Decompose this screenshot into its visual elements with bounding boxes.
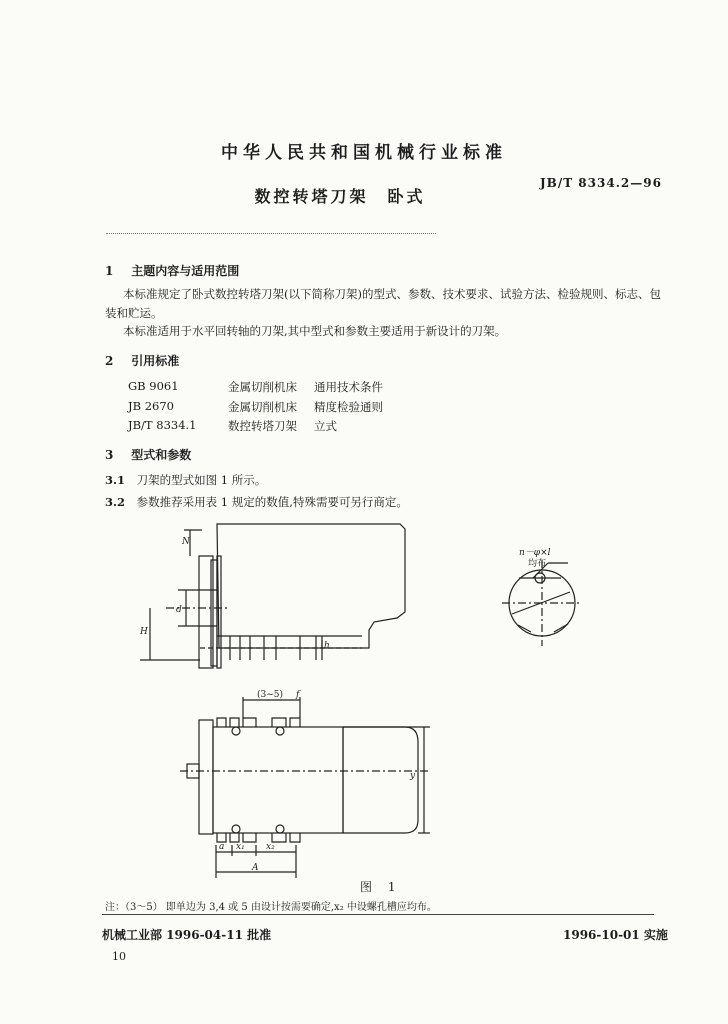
- page-number: 10: [112, 950, 126, 963]
- section-1-title: 主题内容与适用范围: [131, 264, 240, 278]
- approval-info: 机械工业部 1996-04-11 批准: [102, 928, 272, 942]
- section-2-number: 2: [105, 354, 114, 368]
- section-3-number: 3: [105, 448, 114, 462]
- clause-text: 参数推荐采用表 1 规定的数值,特殊需要可另行商定。: [136, 495, 408, 509]
- reference-name: 精度检验通则: [314, 400, 383, 414]
- clause-number: 3.1: [105, 473, 126, 487]
- side-view: [140, 524, 405, 668]
- dim-label-H: H: [140, 627, 148, 637]
- dim-label-x2: x₂: [266, 842, 275, 852]
- figure-note: 注：（3～5） 即单边为 3,4 或 5 由设计按需要确定,x₂ 中设螺孔槽应均布。: [105, 902, 437, 913]
- reference-code: GB 9061: [128, 379, 179, 393]
- reference-name: 通用技术条件: [314, 380, 383, 394]
- standard-header-title: 中华人民共和国机械行业标准: [221, 143, 507, 163]
- document-title: 数控转塔刀架 卧式: [254, 187, 426, 206]
- section-3-title: 型式和参数: [131, 448, 192, 462]
- dim-label-N: N: [182, 537, 190, 547]
- clause-number: 3.2: [105, 495, 126, 509]
- dim-label-slots: (3~5): [257, 690, 284, 700]
- reference-category: 金属切削机床: [228, 380, 297, 394]
- reference-category: 数控转塔刀架: [228, 419, 297, 433]
- dim-label-f: f: [296, 690, 300, 700]
- clause-text: 刀架的型式如图 1 所示。: [136, 473, 267, 487]
- figure-caption: 图 1: [360, 880, 402, 894]
- dim-label-d: d: [176, 605, 182, 615]
- section-2-title: 引用标准: [131, 354, 180, 368]
- dim-label-h: h: [324, 641, 330, 651]
- dim-label-y: y: [410, 771, 416, 781]
- reference-code: JB 2670: [128, 399, 174, 413]
- section-1-number: 1: [105, 264, 114, 278]
- hole-formula: n－φ×l: [519, 548, 551, 558]
- dim-label-a: a: [219, 842, 225, 852]
- reference-code: JB/T 8334.1: [128, 418, 197, 432]
- reference-category: 金属切削机床: [228, 400, 297, 414]
- section-1-paragraph-2: 本标准适用于水平回转轴的刀架,其中型式和参数主要适用于新设计的刀架。: [123, 324, 507, 338]
- dim-label-A: A: [252, 863, 259, 873]
- dim-label-x1: x₁: [236, 842, 245, 852]
- standard-code: JB/T 8334.2—96: [540, 176, 662, 190]
- bolt-circle-view: [502, 560, 582, 646]
- implementation-date: 1996-10-01 实施: [563, 928, 668, 942]
- reference-name: 立式: [314, 419, 337, 433]
- top-view: [180, 697, 430, 878]
- hole-distribution-label: 均布: [528, 559, 547, 569]
- footer-divider: [102, 914, 654, 915]
- section-1-paragraph-1: 本标准规定了卧式数控转塔刀架(以下简称刀架)的型式、参数、技术要求、试验方法、检验规则、标志、包装和贮运。: [105, 287, 661, 320]
